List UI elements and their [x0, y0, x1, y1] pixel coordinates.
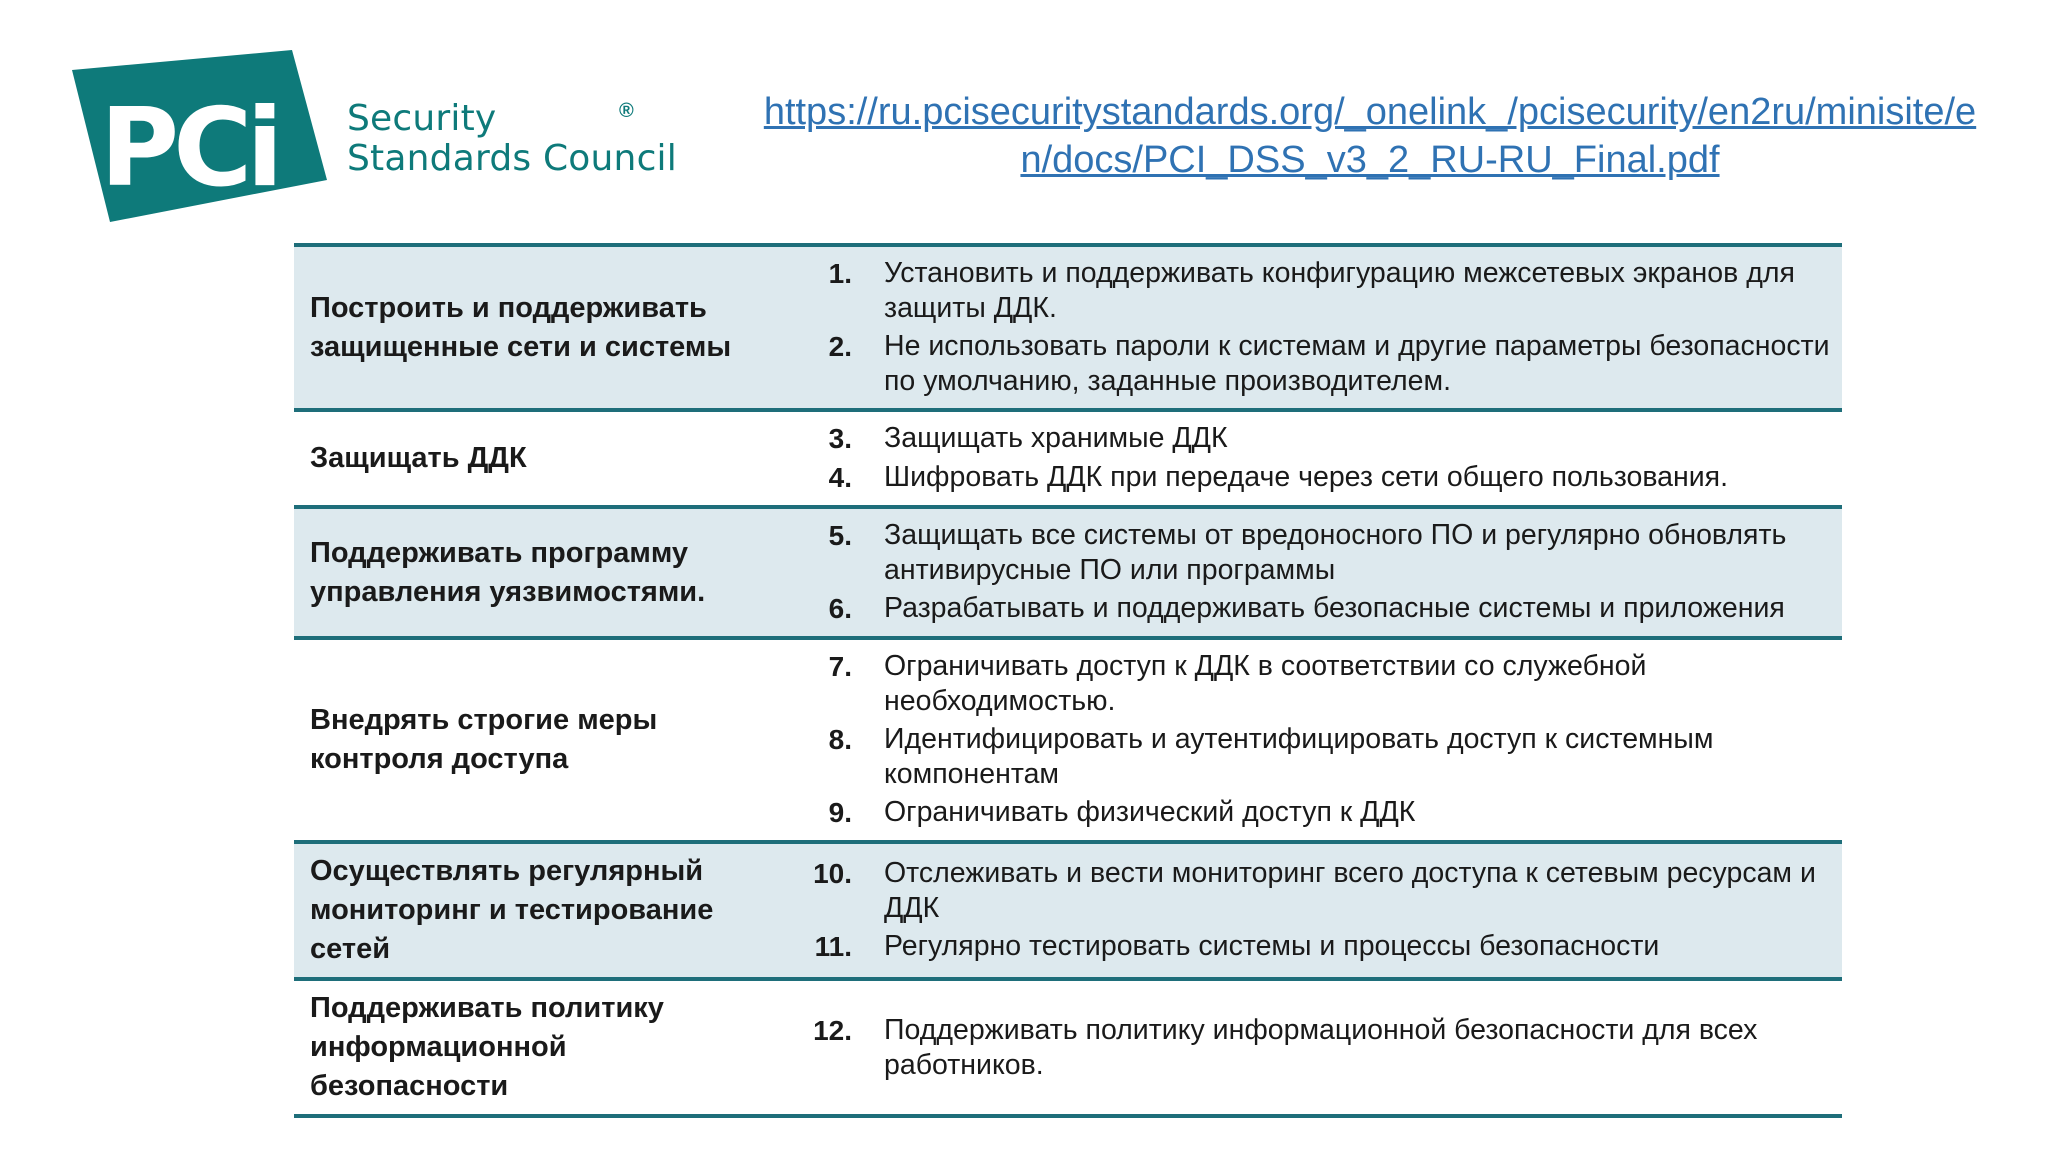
requirement-item	[758, 256, 1832, 326]
requirement-number: 9.	[828, 797, 852, 828]
requirement-group-row	[294, 842, 1842, 979]
logo-line-standards-council: Standards Council	[347, 138, 677, 179]
goal-label: Защищать ДДК	[310, 442, 527, 474]
requirement-number: 12.	[813, 1014, 852, 1046]
requirement-number: 10.	[813, 858, 852, 889]
requirement-group-row	[294, 638, 1842, 842]
goal-label: Построить и поддерживать защищенные сети и системы	[310, 291, 732, 363]
requirement-item	[758, 1013, 1832, 1083]
requirement-text: Защищать хранимые ДДК	[884, 422, 1228, 454]
requirement-number: 2.	[828, 331, 852, 362]
pci-logo	[72, 50, 677, 230]
requirement-group-row	[294, 507, 1842, 638]
requirements-table	[294, 243, 1842, 1118]
requirement-text: Отслеживать и вести мониторинг всего доступа к сетевым ресурсам и ДДК	[884, 857, 1816, 924]
requirements-cell	[758, 638, 1842, 842]
requirement-text: Шифровать ДДК при передаче через сети общего пользования.	[884, 461, 1729, 493]
requirement-text: Поддерживать политику информационной безопасности для всех работников.	[884, 1013, 1758, 1081]
link-line-1: https://ru.pcisecuritystandards.org/_onelink_/pcisecurity/en2ru/minisite/e	[763, 91, 1977, 133]
requirements-cell	[758, 842, 1842, 979]
requirement-group-row	[294, 979, 1842, 1116]
requirement-number: 6.	[828, 593, 852, 624]
requirement-number: 5.	[828, 520, 852, 551]
requirement-text: Ограничивать доступ к ДДК в соответствии со служебной необходимостью.	[884, 650, 1647, 717]
requirement-item	[758, 795, 1832, 831]
requirement-item	[758, 929, 1832, 965]
requirement-group-row	[294, 245, 1842, 410]
requirements-cell	[758, 979, 1842, 1116]
requirement-text: Регулярно тестировать системы и процессы безопасности	[884, 930, 1660, 962]
requirement-item	[758, 421, 1832, 457]
requirements-cell	[758, 410, 1842, 507]
requirement-text: Идентифицировать и аутентифицировать доступ к системным компонентам	[884, 723, 1714, 790]
pci-logo-mark-text: PCi	[100, 86, 278, 211]
requirement-number: 1.	[828, 258, 852, 289]
requirement-text: Не использовать пароли к системам и другие параметры безопасности по умолчанию, заданные производителем.	[884, 330, 1830, 397]
goal-label: Поддерживать политику информационной безопасности	[310, 992, 664, 1102]
requirement-group-row	[294, 410, 1842, 507]
requirement-item	[758, 591, 1832, 627]
requirement-number: 8.	[828, 724, 852, 755]
requirement-item	[758, 649, 1832, 719]
registered-mark: ®	[619, 100, 634, 122]
pci-dss-document-link[interactable]	[740, 88, 2000, 184]
requirements-cell	[758, 507, 1842, 638]
requirement-text: Защищать все системы от вредоносного ПО и регулярно обновлять антивирусные ПО или программы	[884, 519, 1787, 586]
goal-label: Осуществлять регулярный мониторинг и тестирование сетей	[310, 855, 714, 965]
requirement-number: 7.	[828, 651, 852, 682]
requirement-item	[758, 722, 1832, 792]
goal-label: Поддерживать программу управления уязвимостями.	[310, 536, 706, 608]
requirement-item	[758, 856, 1832, 926]
requirement-number: 11.	[814, 931, 852, 962]
requirement-item	[758, 329, 1832, 399]
requirement-text: Разрабатывать и поддерживать безопасные системы и приложения	[884, 592, 1785, 624]
requirement-number: 3.	[828, 423, 852, 454]
requirement-text: Ограничивать физический доступ к ДДК	[884, 796, 1416, 828]
goal-label: Внедрять строгие меры контроля доступа	[310, 704, 658, 775]
requirement-item	[758, 460, 1832, 496]
requirement-number: 4.	[828, 462, 852, 493]
logo-line-security: Security	[347, 98, 497, 139]
requirement-item	[758, 518, 1832, 588]
link-line-2: n/docs/PCI_DSS_v3_2_RU-RU_Final.pdf	[1020, 139, 1720, 181]
requirements-cell	[758, 245, 1842, 410]
requirement-text: Установить и поддерживать конфигурацию межсетевых экранов для защиты ДДК.	[884, 257, 1795, 324]
pci-logo-mark-icon	[72, 50, 342, 230]
